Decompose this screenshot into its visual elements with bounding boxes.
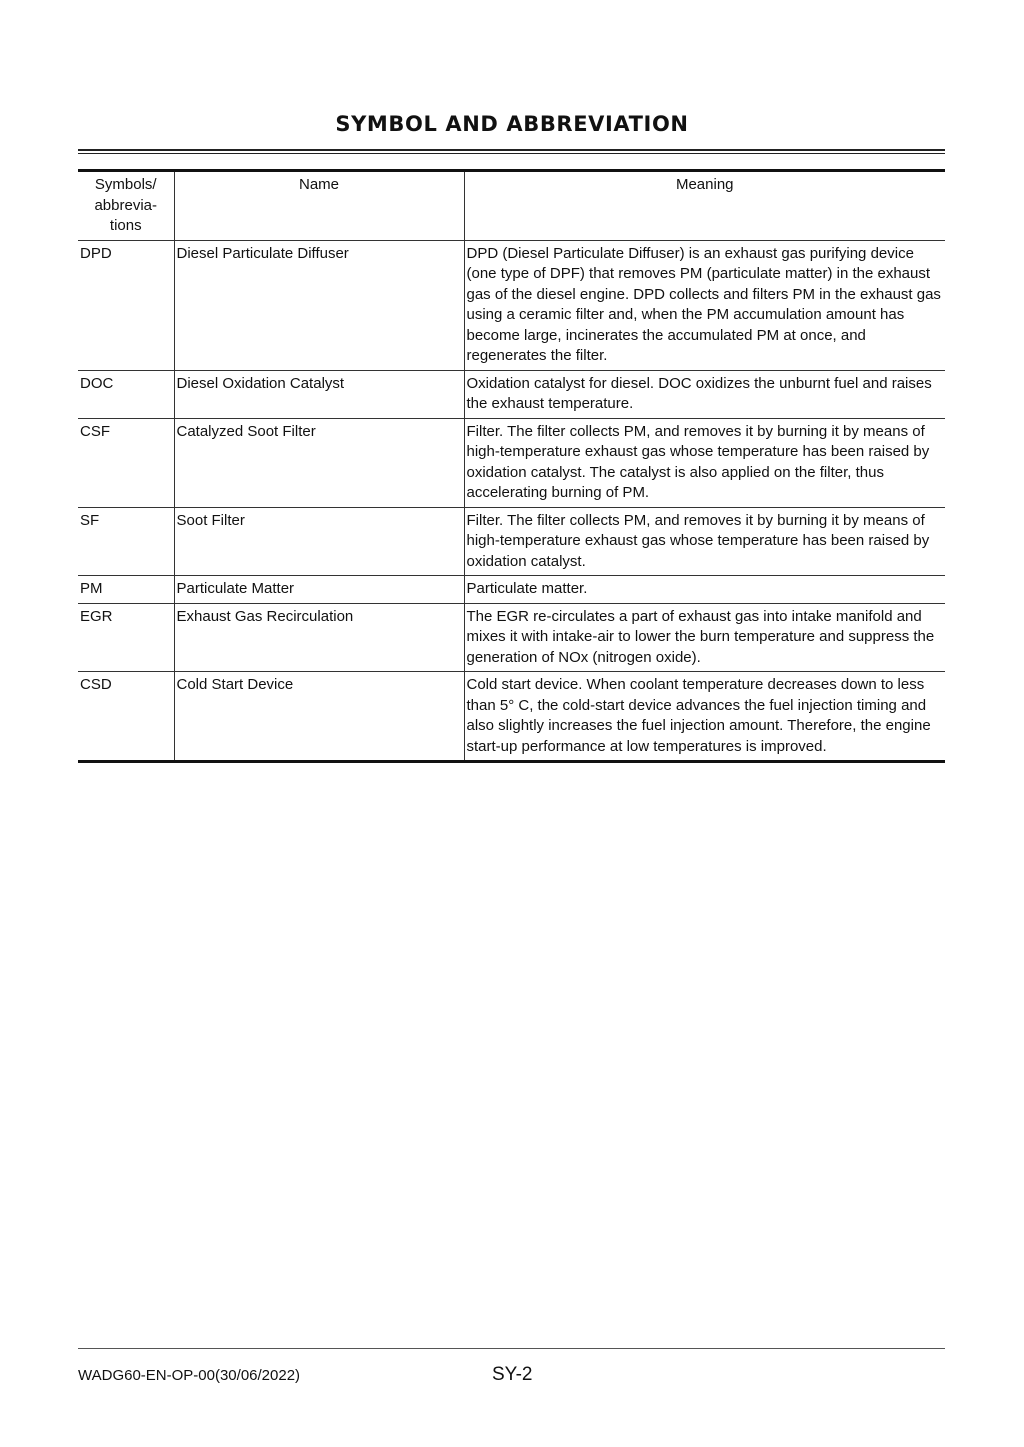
table-header <box>78 171 945 241</box>
header-symbols: Symbols/ abbrevia- tions <box>78 171 174 241</box>
table-body <box>78 240 945 762</box>
row-meaning: DPD (Diesel Particulate Diffuser) is an exhaust gas purifying device (one type of DPF) that removes PM (particulate matter) in the exhaust gas of the diesel engine. DPD collects and filters PM in the exhaust gas using a ceramic filter and, when the PM accumulation amount has become large, incinerates the accumulated PM at once, and regenerates the filter. <box>464 240 945 370</box>
table-row <box>78 240 945 370</box>
table-row <box>78 672 945 762</box>
row-symbol: PM <box>78 576 174 604</box>
row-name: Diesel Oxidation Catalyst <box>174 370 464 418</box>
row-meaning: Filter. The filter collects PM, and removes it by burning it by means of high-temperature exhaust gas whose temperature has been raised by oxidation catalyst. <box>464 507 945 576</box>
title-double-rule <box>78 149 945 154</box>
table-row <box>78 576 945 604</box>
row-symbol: CSD <box>78 672 174 762</box>
row-name: Particulate Matter <box>174 576 464 604</box>
row-symbol: EGR <box>78 603 174 672</box>
footer-rule <box>78 1348 945 1349</box>
row-symbol: DOC <box>78 370 174 418</box>
header-row <box>78 171 945 241</box>
table-row <box>78 370 945 418</box>
footer-page-number: SY-2 <box>492 1364 533 1385</box>
abbreviation-table <box>78 169 945 763</box>
table-row <box>78 507 945 576</box>
row-meaning: Oxidation catalyst for diesel. DOC oxidizes the unburnt fuel and raises the exhaust temperature. <box>464 370 945 418</box>
row-meaning: Particulate matter. <box>464 576 945 604</box>
row-name: Exhaust Gas Recirculation <box>174 603 464 672</box>
row-meaning: The EGR re-circulates a part of exhaust gas into intake manifold and mixes it with intake-air to lower the burn temperature and suppress the generation of NOx (nitrogen oxide). <box>464 603 945 672</box>
row-meaning: Cold start device. When coolant temperature decreases down to less than 5° C, the cold-start device advances the fuel injection timing and also slightly increases the fuel injection amount. Therefore, the engine start-up performance at low temperatures is improved. <box>464 672 945 762</box>
table-row <box>78 603 945 672</box>
row-name: Cold Start Device <box>174 672 464 762</box>
row-symbol: CSF <box>78 418 174 507</box>
footer-document-code: WADG60-EN-OP-00(30/06/2022) <box>78 1367 301 1384</box>
row-name: Catalyzed Soot Filter <box>174 418 464 507</box>
row-symbol: DPD <box>78 240 174 370</box>
table-row <box>78 418 945 507</box>
row-name: Soot Filter <box>174 507 464 576</box>
row-meaning: Filter. The filter collects PM, and removes it by burning it by means of high-temperature exhaust gas whose temperature has been raised by oxidation catalyst. The catalyst is also applied on the filter, thus accelerating burning of PM. <box>464 418 945 507</box>
row-symbol: SF <box>78 507 174 576</box>
row-name: Diesel Particulate Diffuser <box>174 240 464 370</box>
page-title: SYMBOL AND ABBREVIATION <box>335 112 689 136</box>
header-meaning: Meaning <box>464 171 945 241</box>
header-name: Name <box>174 171 464 241</box>
